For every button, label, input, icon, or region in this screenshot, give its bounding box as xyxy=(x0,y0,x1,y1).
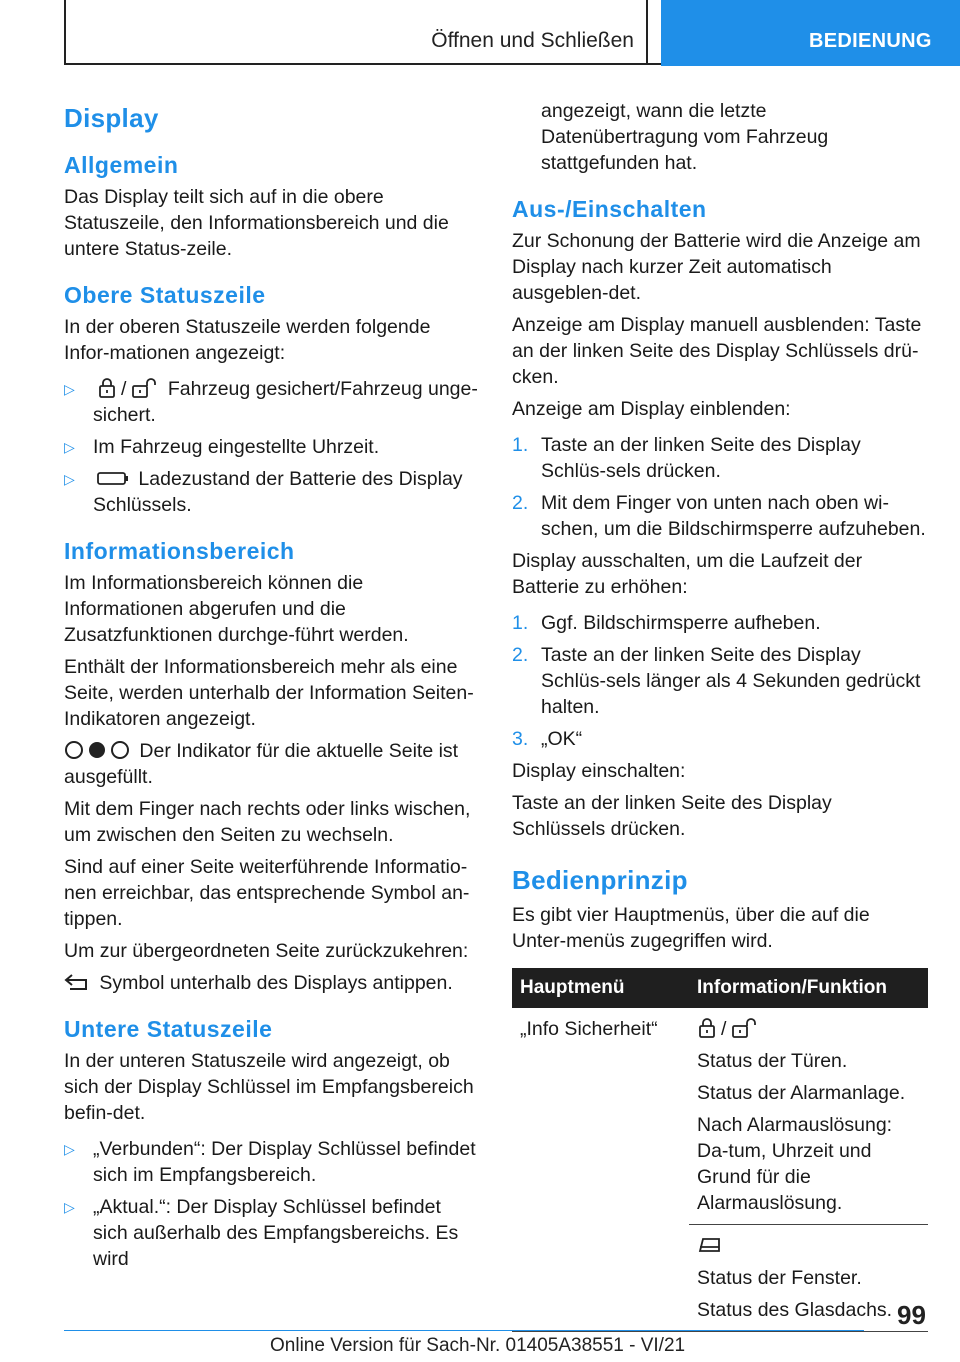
triangle-bullet-icon: ▷ xyxy=(64,1199,75,1215)
list-item: ▷ „Aktual.“: Der Display Schlüssel befindet sich außerhalb des Empfangsbereichs. Es wird xyxy=(64,1196,459,1270)
heading-obere-statuszeile: Obere Statuszeile xyxy=(64,282,266,308)
table-row xyxy=(512,1008,928,1225)
table-row xyxy=(512,1225,928,1332)
paragraph: Anzeige am Display manuell ausblenden: Taste an der linken Seite des Display Schlüssels drü-cken. xyxy=(512,314,922,388)
paragraph: Es gibt vier Hauptmenüs, über die auf die Unter-menüs zugegriffen wird. xyxy=(512,904,870,952)
list-item: 2. Mit dem Finger von unten nach oben wi-schen, um die Bildschirmsperre aufzuheben. xyxy=(512,492,926,540)
paragraph-continued: angezeigt, wann die letzte Datenübertragung vom Fahrzeug stattgefunden hat. xyxy=(541,100,829,174)
back-arrow-icon xyxy=(64,973,90,991)
footer-rule xyxy=(64,1330,864,1331)
lock-open-icon xyxy=(730,1017,758,1039)
heading-untere-statuszeile: Untere Statuszeile xyxy=(64,1016,273,1042)
paragraph: Anzeige am Display einblenden: xyxy=(512,398,791,420)
page-indicator-dots-icon xyxy=(64,740,130,760)
list-item: 1. Taste an der linken Seite des Display Schlüs-sels drücken. xyxy=(512,434,861,482)
list-item: 1. Ggf. Bildschirmsperre aufheben. xyxy=(512,612,821,634)
table-cell: „Info Sicherheit“ xyxy=(520,1018,658,1040)
table-cell: / Status der Türen. Status der Alarmanlage. Nach Alarmauslösung: Da-tum, Uhrzeit und Grund für die Alarmauslösung. xyxy=(689,1008,928,1225)
column-header: Information/Funktion xyxy=(689,968,928,1008)
paragraph: In der unteren Statuszeile wird angezeigt, ob sich der Display Schlüssel im Empfangsbereich befin-det. xyxy=(64,1050,474,1124)
heading-aus-einschalten: Aus-/Einschalten xyxy=(512,196,707,222)
section-tab: BEDIENUNG xyxy=(661,0,960,66)
list-item: ▷ Im Fahrzeug eingestellte Uhrzeit. xyxy=(64,436,380,458)
right-column xyxy=(512,98,928,1332)
page-number: 99 xyxy=(897,1300,926,1330)
lock-open-icon xyxy=(130,377,158,399)
triangle-bullet-icon: ▷ xyxy=(64,381,75,397)
table-cell xyxy=(512,1225,689,1332)
lock-closed-icon xyxy=(97,377,117,399)
left-column xyxy=(64,98,480,1278)
status-list xyxy=(64,376,480,518)
heading-display: Display xyxy=(64,103,159,133)
triangle-bullet-icon: ▷ xyxy=(64,439,75,455)
triangle-bullet-icon: ▷ xyxy=(64,471,75,487)
triangle-bullet-icon: ▷ xyxy=(64,1141,75,1157)
steps-list-2 xyxy=(512,610,928,752)
table-cell: Status der Fenster. Status des Glasdachs. xyxy=(689,1225,928,1332)
list-item: ▷ „Verbunden“: Der Display Schlüssel befindet sich im Empfangsbereich. xyxy=(64,1138,476,1186)
paragraph: Zur Schonung der Batterie wird die Anzeige am Display nach kurzer Zeit automatisch ausgeblen-det. xyxy=(512,230,921,304)
paragraph: Display einschalten: xyxy=(512,760,686,782)
list-item: 2. Taste an der linken Seite des Display Schlüs-sels länger als 4 Sekunden gedrückt halten. xyxy=(512,644,921,718)
steps-list-1 xyxy=(512,432,928,542)
paragraph: Im Informationsbereich können die Informationen abgerufen und die Zusatzfunktionen durchge-führt werden. xyxy=(64,572,409,646)
list-item: 3. „OK“ xyxy=(512,728,583,750)
header-rule xyxy=(64,63,664,65)
paragraph: Um zur übergeordneten Seite zurückzukehren: xyxy=(64,940,469,962)
list-item: ▷ / Fahrzeug gesichert/Fahrzeug unge-sichert. xyxy=(64,378,478,426)
window-icon xyxy=(697,1235,723,1255)
paragraph: Mit dem Finger nach rechts oder links wischen, um zwischen den Seiten zu wechseln. xyxy=(64,798,471,846)
lock-closed-icon xyxy=(697,1017,717,1039)
table-header-row xyxy=(512,968,928,1008)
paragraph: Der Indikator für die aktuelle Seite ist ausgefüllt. xyxy=(64,740,459,788)
heading-informationsbereich: Informationsbereich xyxy=(64,538,295,564)
heading-allgemein: Allgemein xyxy=(64,152,179,178)
heading-bedienprinzip: Bedienprinzip xyxy=(512,865,688,895)
menu-table xyxy=(512,968,928,1332)
footer-online-version: Online Version für Sach-Nr. 01405A38551 - VI/21 xyxy=(270,1335,686,1356)
paragraph: Enthält der Informationsbereich mehr als eine Seite, werden unterhalb der Information Seiten-Indikatoren angezeigt. xyxy=(64,656,474,730)
list-item: ▷ Ladezustand der Batterie des Display Schlüssels. xyxy=(64,468,463,516)
column-header: Hauptmenü xyxy=(512,968,689,1008)
paragraph: Das Display teilt sich auf in die obere Statuszeile, den Informationsbereich und die untere Status-zeile. xyxy=(64,186,449,260)
battery-icon xyxy=(97,470,129,486)
chapter-title: Öffnen und Schließen xyxy=(431,29,634,52)
paragraph: Sind auf einer Seite weiterführende Informatio-nen erreichbar, das entsprechende Symbol an-tippen. xyxy=(64,856,470,930)
paragraph: Taste an der linken Seite des Display Schlüssels drücken. xyxy=(512,792,832,840)
paragraph: In der oberen Statuszeile werden folgende Infor-mationen angezeigt: xyxy=(64,316,431,364)
paragraph: Display ausschalten, um die Laufzeit der Batterie zu erhöhen: xyxy=(512,550,863,598)
paragraph: Symbol unterhalb des Displays antippen. xyxy=(64,970,480,996)
status-list-lower xyxy=(64,1136,480,1272)
